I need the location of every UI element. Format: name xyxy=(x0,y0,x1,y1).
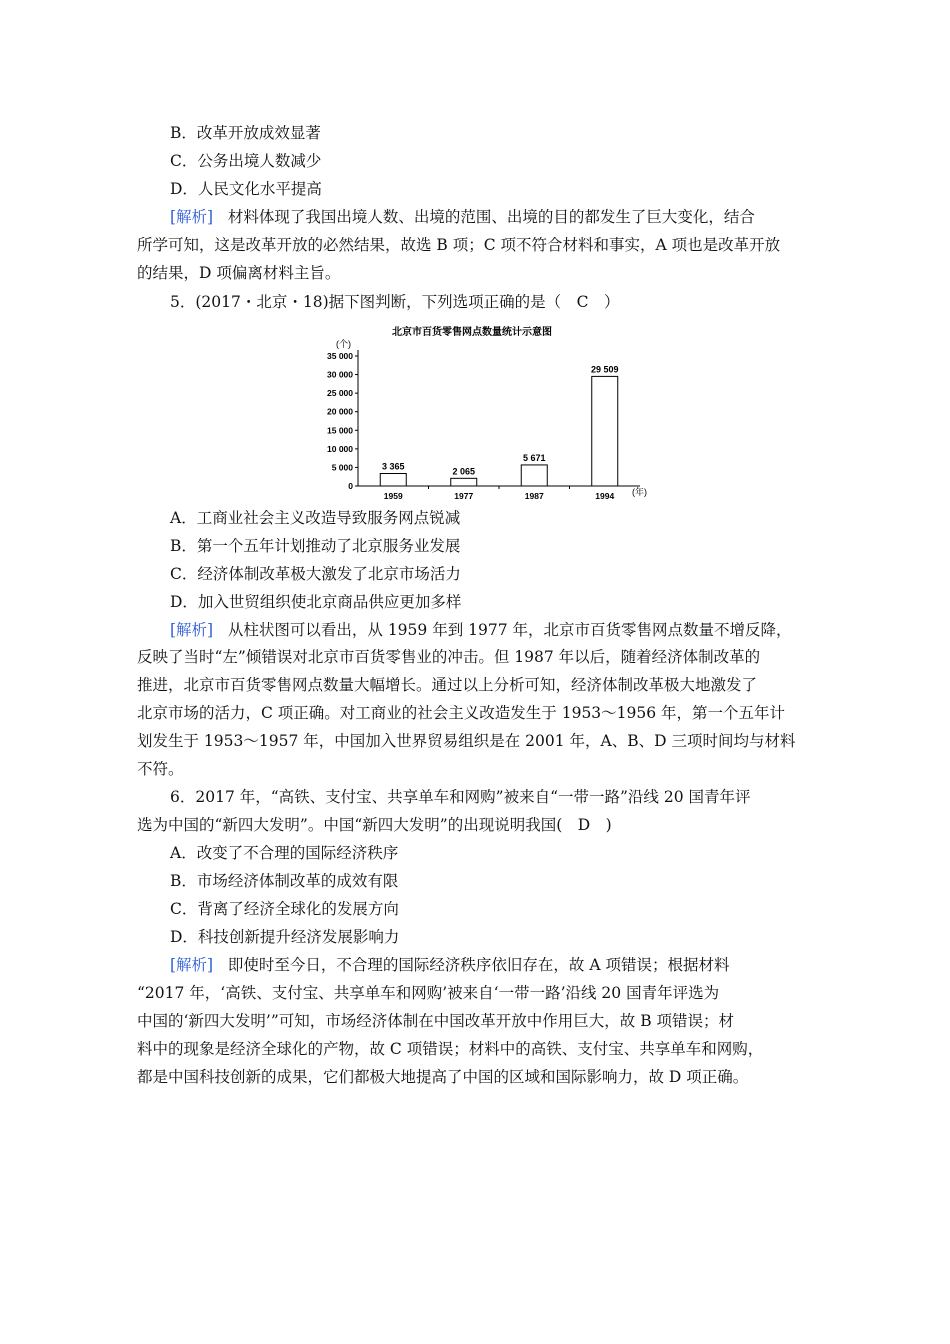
analysis-tag: [解析] xyxy=(170,621,214,639)
bar-value-label: 29 509 xyxy=(590,364,619,375)
q5-analysis-line2: 反映了当时“左”倾错误对北京市百货零售业的冲击。但 1987 年以后，随着经济体制改革的 xyxy=(137,648,761,666)
y-tick-label: 15 000 xyxy=(327,425,353,436)
x-tick-label: 1994 xyxy=(595,491,615,501)
q6-analysis-line2: “2017 年，‘高铁、支付宝、共享单车和网购’被来自‘一带一路’沿线 20 国青年评选为 xyxy=(137,984,720,1002)
q4-analysis-line3: 的结果，D 项偏离材料主旨。 xyxy=(137,264,341,282)
y-axis-ticks xyxy=(327,351,358,491)
q5-analysis-line3: 推进，北京市百货零售网点数量大幅增长。通过以上分析可知，经济体制改革极大地激发了 xyxy=(137,676,758,694)
bar-1977 xyxy=(451,478,477,486)
q5-stem: 5．(2017・北京・18)据下图判断，下列选项正确的是（ C ） xyxy=(170,293,620,311)
q5-analysis-line5: 划发生于 1953～1957 年，中国加入世界贸易组织是在 2001 年，A、B、D 三项时间均与材料 xyxy=(137,732,796,750)
y-tick-label: 25 000 xyxy=(327,388,353,399)
q6-option-b: B．市场经济体制改革的成效有限 xyxy=(170,872,399,890)
chart-title: 北京市百货零售网点数量统计示意图 xyxy=(392,327,552,338)
bar-value-label: 3 365 xyxy=(381,461,405,472)
x-axis-ticks xyxy=(384,486,615,501)
bar-1959 xyxy=(380,474,406,486)
y-tick-label: 0 xyxy=(348,481,353,491)
q6-analysis-line3: 中国的‘新四大发明’”可知，市场经济体制在中国改革开放中作用巨大，故 B 项错误；材 xyxy=(137,1012,735,1030)
q4-analysis-line2: 所学可知，这是改革开放的必然结果，故选 B 项；C 项不符合材料和事实，A 项也是改革开放 xyxy=(137,236,781,254)
y-axis-label: (个) xyxy=(336,339,351,349)
bar-value-label: 2 065 xyxy=(452,466,476,477)
y-tick-label: 20 000 xyxy=(327,406,353,417)
q4-option-b: B．改革开放成效显著 xyxy=(170,124,321,142)
q6-analysis-line5: 都是中国科技创新的成果，它们都极大地提高了中国的区域和国际影响力，故 D 项正确。 xyxy=(137,1068,749,1086)
q5-option-b: B．第一个五年计划推动了北京服务业发展 xyxy=(170,537,461,555)
q4-option-c: C．公务出境人数减少 xyxy=(170,152,322,170)
y-tick-label: 5 000 xyxy=(331,462,353,473)
y-tick-label: 10 000 xyxy=(327,443,353,454)
y-tick-label: 35 000 xyxy=(327,351,353,361)
analysis-text: 材料体现了我国出境人数、出境的范围、出境的目的都发生了巨大变化，结合 xyxy=(227,208,755,226)
bar-chart xyxy=(310,322,660,502)
x-tick-label: 1987 xyxy=(524,491,544,501)
q5-option-c: C．经济体制改革极大激发了北京市场活力 xyxy=(170,565,461,583)
bar-value-label: 5 671 xyxy=(522,452,546,463)
q4-option-d: D．人民文化水平提高 xyxy=(170,180,322,198)
q6-option-a: A．改变了不合理的国际经济秩序 xyxy=(170,844,399,862)
q5-option-a: A．工商业社会主义改造导致服务网点锐减 xyxy=(170,509,461,527)
y-tick-label: 30 000 xyxy=(327,369,353,380)
analysis-tag: [解析] xyxy=(170,956,214,974)
x-tick-label: 1977 xyxy=(454,491,474,501)
q5-analysis-line1 xyxy=(170,620,792,640)
q4-analysis-line1 xyxy=(170,207,755,227)
analysis-tag: [解析] xyxy=(170,208,214,226)
q6-stem-line2: 选为中国的“新四大发明”。中国“新四大发明”的出现说明我国( D ) xyxy=(137,816,612,834)
q5-analysis-line4: 北京市场的活力，C 项正确。对工商业的社会主义改造发生于 1953～1956 年，第一个五年计 xyxy=(137,704,786,722)
analysis-text: 从柱状图可以看出，从 1959 年到 1977 年，北京市百货零售网点数量不增反降， xyxy=(227,621,792,639)
q6-option-c: C．背离了经济全球化的发展方向 xyxy=(170,900,399,918)
bar-1994 xyxy=(592,376,618,486)
q5-option-d: D．加入世贸组织使北京商品供应更加多样 xyxy=(170,593,462,611)
analysis-text: 即使时至今日，不合理的国际经济秩序依旧存在，故 A 项错误；根据材料 xyxy=(227,956,730,974)
q6-analysis-line4: 料中的现象是经济全球化的产物，故 C 项错误；材料中的高铁、支付宝、共享单车和网购， xyxy=(137,1040,764,1058)
x-tick-label: 1959 xyxy=(383,491,403,501)
q6-analysis-line1 xyxy=(170,955,729,975)
q6-stem-line1: 6．2017 年，“高铁、支付宝、共享单车和网购”被来自“一带一路”沿线 20 国青年评 xyxy=(170,788,751,806)
chart-bars xyxy=(380,364,618,486)
bar-1987 xyxy=(521,465,547,486)
x-axis-label: (年) xyxy=(632,487,647,497)
q5-analysis-line6: 不符。 xyxy=(137,760,184,778)
q6-option-d: D．科技创新提升经济发展影响力 xyxy=(170,928,400,946)
